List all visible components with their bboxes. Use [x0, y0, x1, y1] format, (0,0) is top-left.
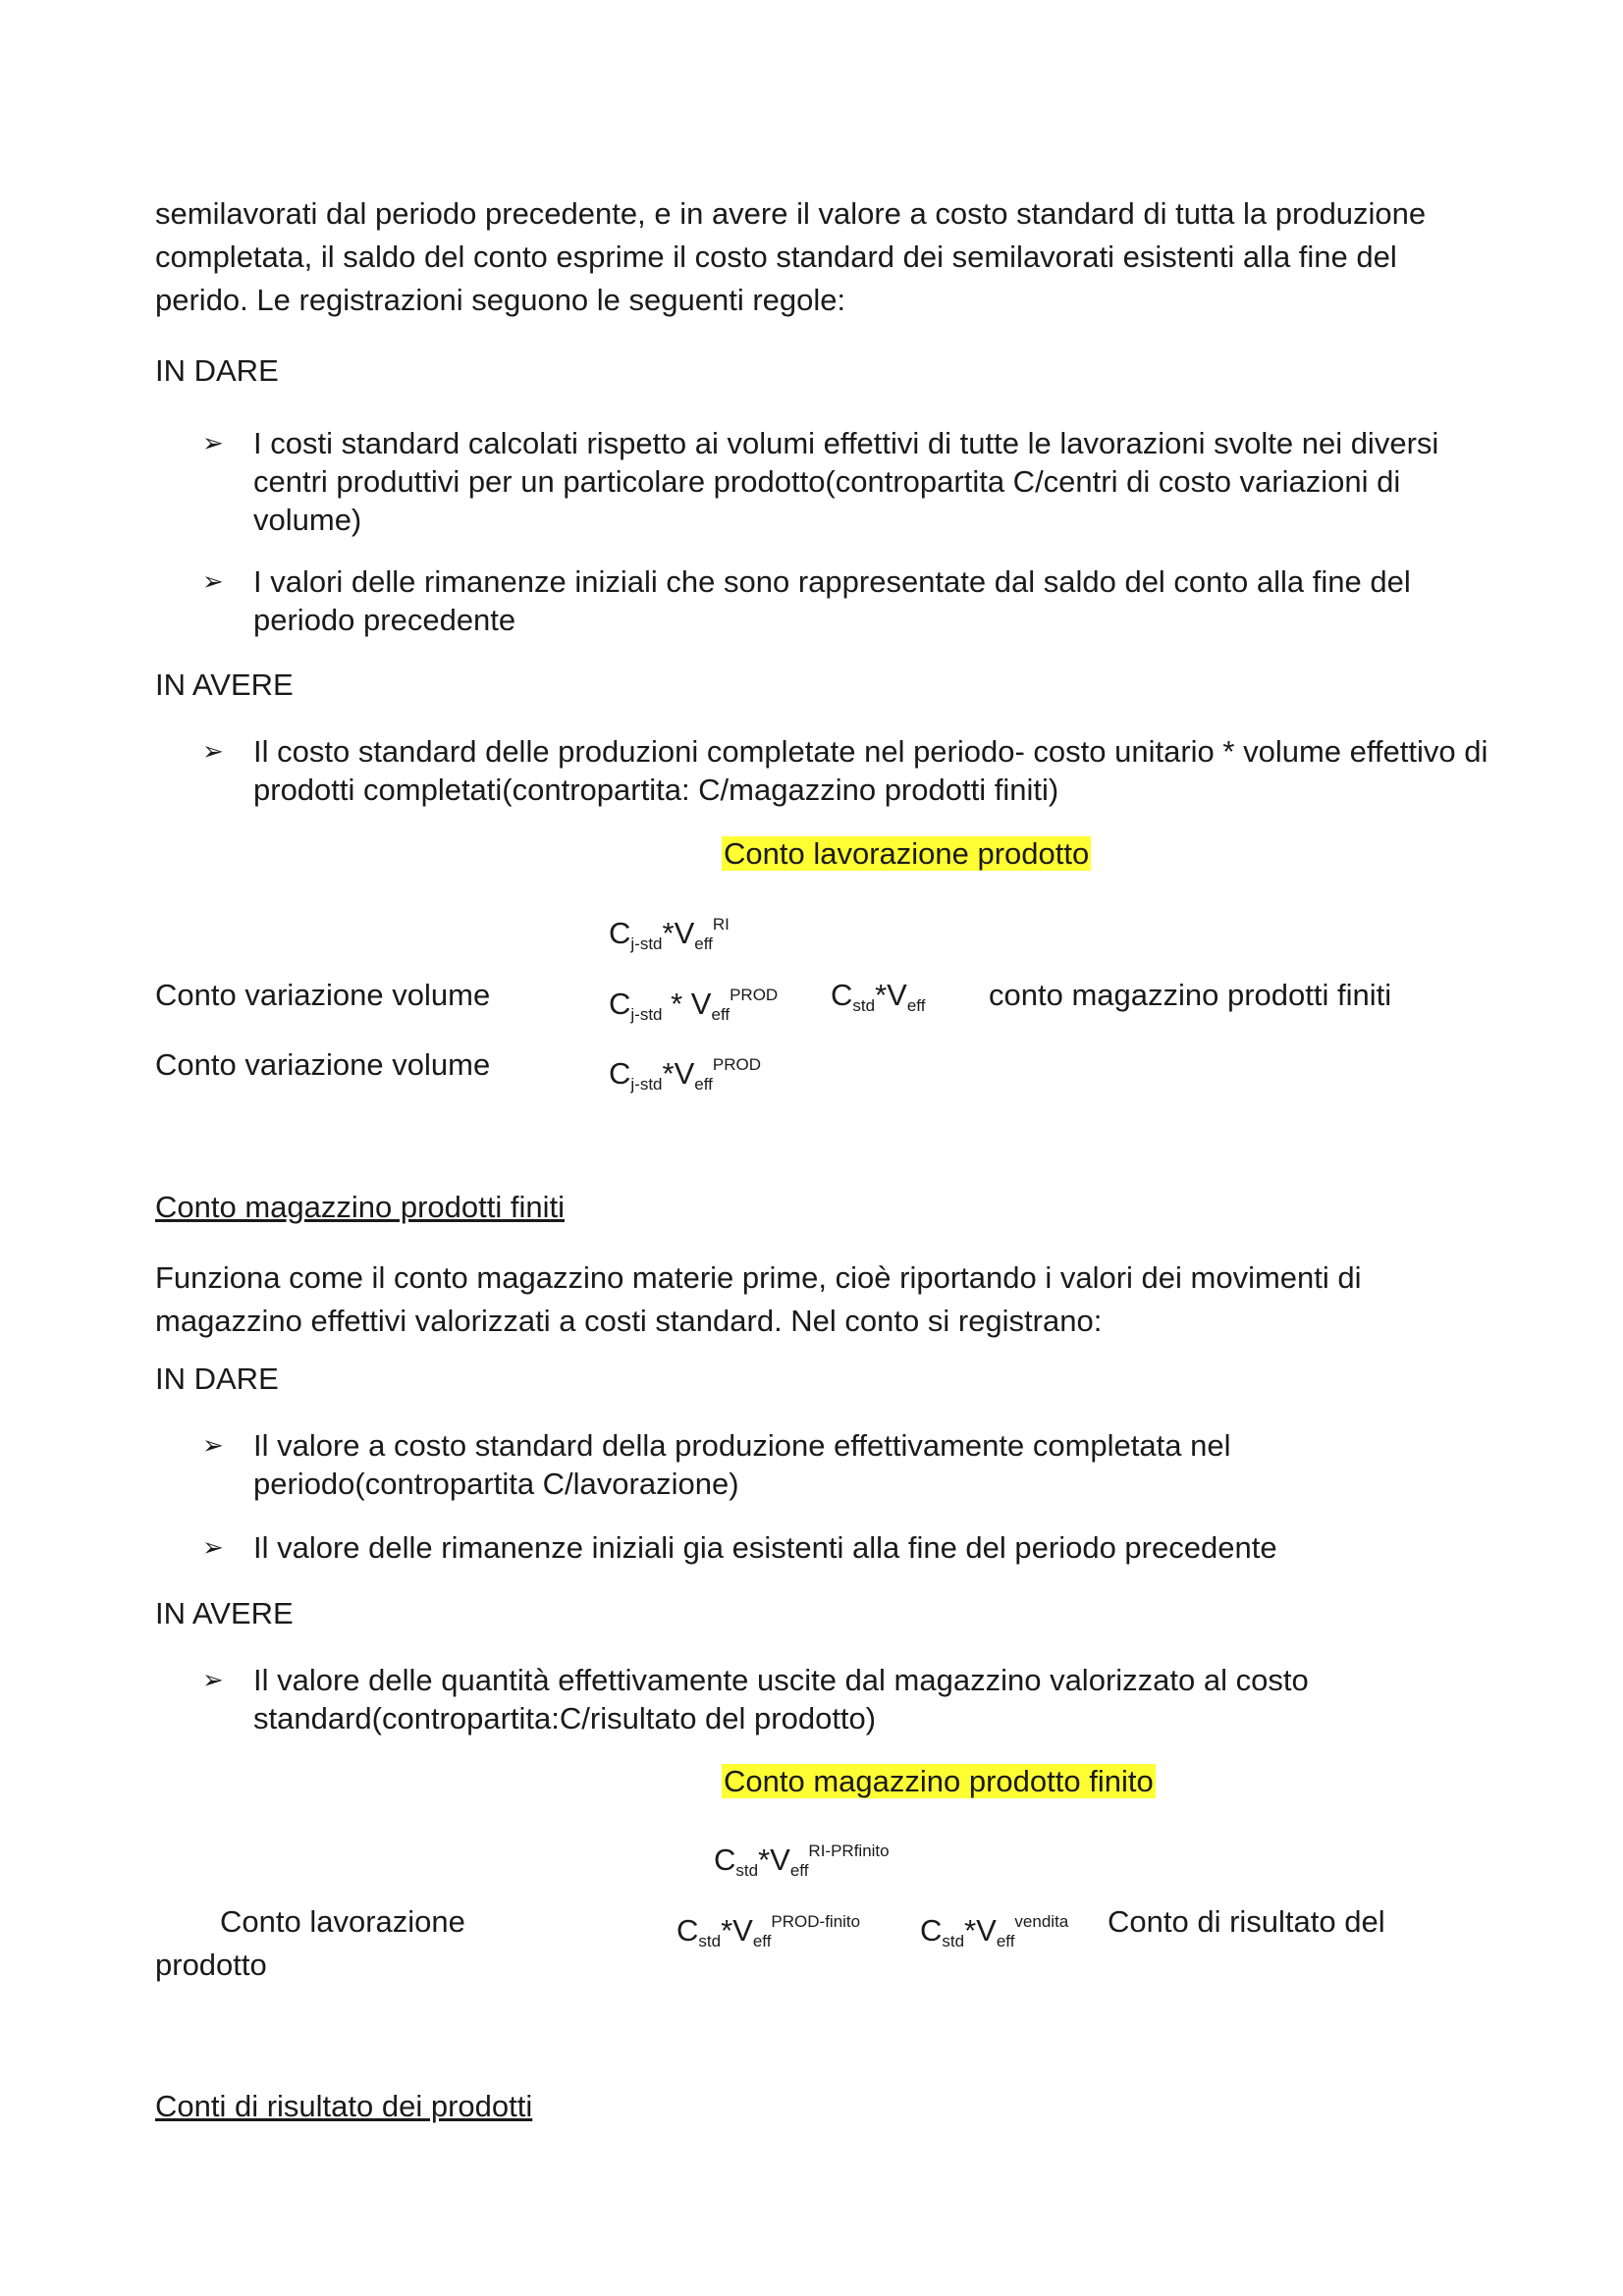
- highlighted-title: Conto magazzino prodotto finito: [724, 1764, 1154, 1798]
- bullet-text: I valori delle rimanenze iniziali che sono rappresentate dal saldo del conto alla fine del periodo precedente: [253, 564, 1411, 637]
- account-title-magazzino: [722, 1760, 1156, 1803]
- arrow-bullet-icon: ➢: [202, 736, 224, 766]
- row-left-label: Conto variazione volume: [155, 978, 491, 1012]
- formula-prod-finito: $C_{std}*V_{eff}^{PROD-finito}$: [676, 1912, 861, 1950]
- formula-prod: $C_{j-std} * V_{eff}^{PROD}$: [609, 986, 779, 1024]
- row-left-label-2: Conto variazione volume: [155, 1047, 491, 1082]
- highlighted-title: Conto lavorazione prodotto: [724, 836, 1090, 871]
- formula-ri: $C_{j-std}*V_{eff}^{RI}$: [609, 915, 730, 953]
- arrow-bullet-icon: ➢: [202, 1430, 224, 1460]
- row-left-label-prodotto: prodotto: [155, 1948, 267, 1982]
- formula-ri-prfinito: $C_{std}*V_{eff}^{RI-PRfinito}$: [714, 1842, 890, 1880]
- bullet-text: Il valore a costo standard della produzione effettivamente completata nel periodo(contropartita C/lavorazione): [253, 1428, 1231, 1501]
- dare-heading-2: IN DARE: [155, 1362, 279, 1396]
- bullet-text: I costi standard calcolati rispetto ai volumi effettivi di tutte le lavorazioni svolte nei diversi centri produttivi per un particolare prodotto(contropartita C/centri di costo variazioni di volume): [253, 426, 1439, 537]
- bullet-text: Il costo standard delle produzioni completate nel periodo- costo unitario * volume effettivo di prodotti completati(contropartita: C/magazzino prodotti finiti): [253, 734, 1488, 807]
- formula-std: $C_{std}*V_{eff}$: [831, 978, 926, 1015]
- section-title-magazzino: Conto magazzino prodotti finiti: [155, 1190, 566, 1224]
- section-title-risultato: Conti di risultato dei prodotti: [155, 2089, 533, 2123]
- row-right-label-risultato: Conto di risultato del: [1108, 1904, 1385, 1939]
- account-title-lavorazione: [722, 832, 1091, 876]
- avere-heading-2: IN AVERE: [155, 1596, 294, 1630]
- bullet-text: Il valore delle quantità effettivamente uscite dal magazzino valorizzato al costo standard(contropartita:C/risultato del prodotto): [253, 1663, 1309, 1735]
- dare-heading-1: IN DARE: [155, 353, 279, 388]
- arrow-bullet-icon: ➢: [202, 566, 224, 596]
- arrow-bullet-icon: ➢: [202, 428, 224, 457]
- avere-heading-1: IN AVERE: [155, 667, 294, 702]
- bullet-text: Il valore delle rimanenze iniziali gia esistenti alla fine del periodo precedente: [253, 1530, 1277, 1565]
- magazzino-intro: Funziona come il conto magazzino materie prime, cioè riportando i valori dei movimenti di magazzino effettivi valorizzati a costi standard. Nel conto si registrano:: [155, 1260, 1362, 1338]
- arrow-bullet-icon: ➢: [202, 1532, 224, 1562]
- formula-prod-2: $C_{j-std}*V_{eff}^{PROD}$: [609, 1055, 761, 1094]
- arrow-bullet-icon: ➢: [202, 1665, 224, 1694]
- formula-vendita: $C_{std}*V_{eff}^{vendita}$: [920, 1912, 1069, 1950]
- row-left-label-lavorazione: Conto lavorazione: [220, 1904, 465, 1939]
- intro-paragraph: semilavorati dal periodo precedente, e in avere il valore a costo standard di tutta la produzione completata, il saldo del conto esprime il costo standard dei semilavorati esistenti alla fine del perido. Le registrazioni seguono le seguenti regole:: [155, 196, 1427, 317]
- row-right-label: conto magazzino prodotti finiti: [989, 978, 1392, 1012]
